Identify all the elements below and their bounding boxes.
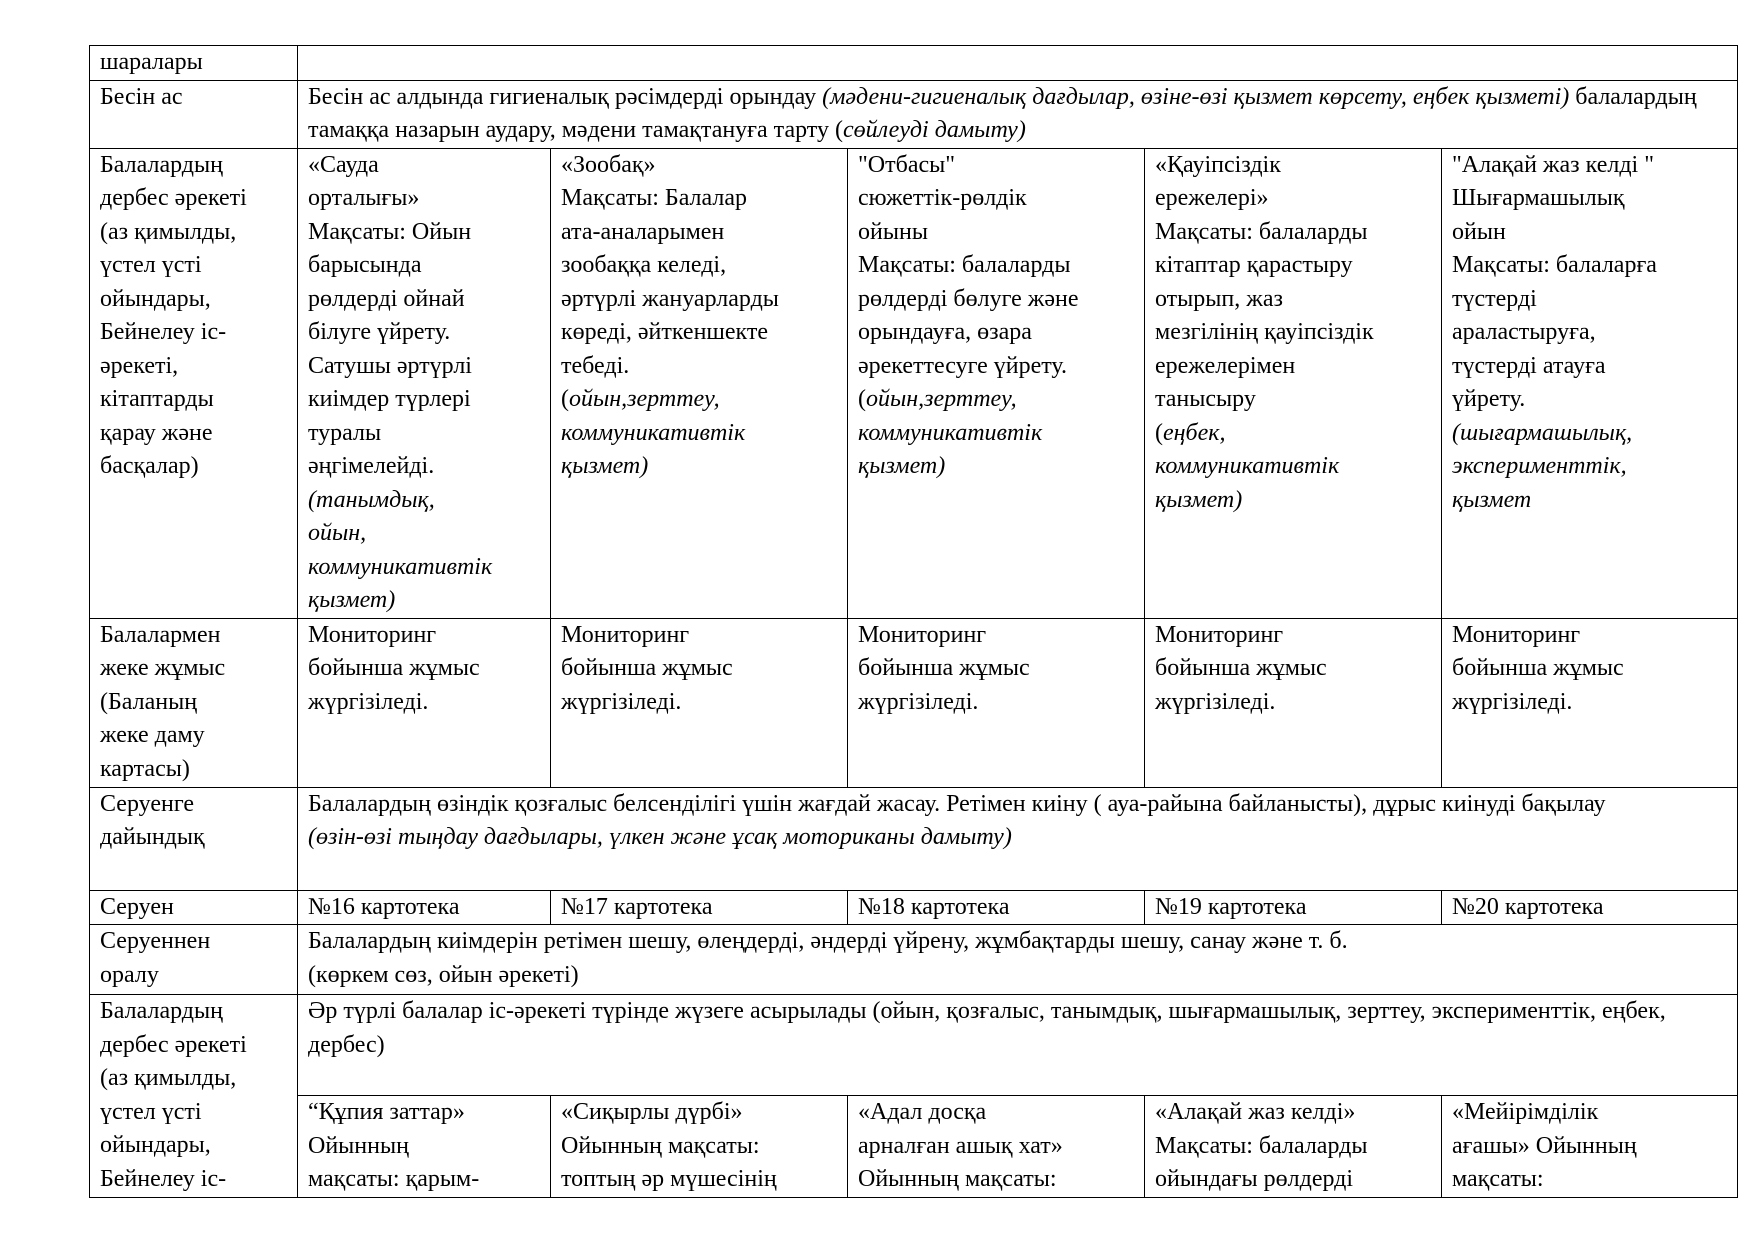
card-file-cell: №16 картотека [298,890,551,925]
row-label: Балалармен жеке жұмыс (Баланың жеке даму картасы) [90,618,298,787]
card-file-cell: №20 картотека [1442,890,1738,925]
empty-cell [298,46,1738,81]
game-cell: «Мейірімділік ағашы» Ойынның мақсаты: [1442,1096,1738,1198]
table-row [90,80,1738,148]
cell-italic-text: (өзін-өзі тыңдау дағдылары, үлкен және ұсақ моториканы дамыту) [308,824,1012,850]
walk-return-cell: Балалардың киімдерін ретімен шешу, өлеңдерді, әндерді үйрену, жұмбақтарды шешу, санау және т. б. (көркем сөз, ойын әрекеті) [298,925,1738,995]
table-row [90,46,1738,81]
cell-italic-text: ойын,зерттеу, коммуникативтік қызмет) [561,386,746,479]
cell-italic-text: (танымдық, ойын, коммуникативтік қызмет) [308,486,493,613]
table-row [90,787,1738,890]
table-row [90,618,1738,787]
row-label: Серуеннен оралу [90,925,298,995]
schedule-document [89,45,1737,1198]
monitoring-cell: Мониторинг бойынша жұмыс жүргізіледі. [848,618,1145,787]
cell-italic-text: ойын,зерттеу, коммуникативтік қызмет) [858,386,1043,479]
cell-italic-text: (мәдени-гигиеналық дағдылар, өзіне-өзі қызмет көрсету, еңбек қызметі) [822,83,1570,110]
table-row [90,148,1738,618]
walk-preparation-cell [298,787,1738,890]
card-file-cell: №17 картотека [551,890,848,925]
activity-cell-3 [848,148,1145,618]
row-label: Балалардың дербес әрекеті (аз қимылды, үстел үсті ойындары, Бейнелеу іс- [90,995,298,1198]
cell-italic-text: еңбек, коммуникативтік қызмет) [1155,419,1340,513]
schedule-table [89,45,1738,1198]
card-file-cell: №18 картотека [848,890,1145,925]
cell-text: "Алақай жаз келді " Шығармашылық ойын Мақсаты: балаларға түстерді араластыруға, түстерді атауға үйрету. [1452,151,1657,412]
card-file-cell: №19 картотека [1145,890,1442,925]
row-label: Серуенге дайындық [90,787,298,890]
table-row [90,995,1738,1096]
cell-text: «Сауда орталығы» Мақсаты: Ойын барысында рөлдерді ойнай білуге үйрету. Сатушы әртүрлі киімдер түрлері туралы әңгімелейді. [308,151,472,479]
cell-text: балалардың тамаққа назарын аудару, мәдени тамақтануға тарту ( [308,83,1697,143]
monitoring-cell: Мониторинг бойынша жұмыс жүргізіледі. [1145,618,1442,787]
cell-italic-text: (шығармашылық, эксперименттік, қызмет [1452,419,1633,513]
row-label: Бесін ас [90,80,298,148]
independent-activity-cell: Әр түрлі балалар іс-әрекеті түрінде жүзеге асырылады (ойын, қозғалыс, танымдық, шығармашылық, зерттеу, эксперименттік, еңбек, дербес) [298,995,1738,1096]
row-label: шаралары [90,46,298,81]
table-row [90,890,1738,925]
game-cell: «Сиқырлы дүрбі» Ойынның мақсаты: топтың әр мүшесінің [551,1096,848,1198]
game-cell: “Құпия заттар» Ойынның мақсаты: қарым- [298,1096,551,1198]
afternoon-snack-cell [298,80,1738,148]
cell-text: «Қауіпсіздік ережелері» Мақсаты: балаларды кітаптар қарастыру отырып, жаз мезгілінің қауіпсіздік ережелерімен танысыру ( [1155,151,1374,446]
row-label: Балалардың дербес әрекеті (аз қимылды, үстел үсті ойындары, Бейнелеу іс- әрекеті, кітаптарды қарау және басқалар) [90,148,298,618]
row-label: Серуен [90,890,298,925]
cell-text: Балалардың өзіндік қозғалыс белсенділігі үшін жағдай жасау. Ретімен киіну ( ауа-райына байланысты), дұрыс киінуді бақылау [308,790,1606,817]
monitoring-cell: Мониторинг бойынша жұмыс жүргізіледі. [1442,618,1738,787]
cell-italic-text: сөйлеуді дамыту) [842,117,1026,143]
activity-cell-5 [1442,148,1738,618]
game-cell: «Адал досқа арналған ашық хат» Ойынның мақсаты: [848,1096,1145,1198]
game-cell: «Алақай жаз келді» Мақсаты: балаларды ойындағы рөлдерді [1145,1096,1442,1198]
activity-cell-4 [1145,148,1442,618]
activity-cell-2 [551,148,848,618]
cell-text: "Отбасы" сюжеттік-рөлдік ойыны Мақсаты: балаларды рөлдерді бөлуге және орындауға, өзара әрекеттесуге үйрету. ( [858,151,1079,412]
table-row [90,925,1738,995]
monitoring-cell: Мониторинг бойынша жұмыс жүргізіледі. [298,618,551,787]
cell-text: Бесін ас алдында гигиеналық рәсімдерді орындау [308,83,823,110]
monitoring-cell: Мониторинг бойынша жұмыс жүргізіледі. [551,618,848,787]
activity-cell-1 [298,148,551,618]
cell-text: «Зообақ» Мақсаты: Балалар ата-аналарымен зообаққа келеді, әртүрлі жануарларды көреді, әйткеншекте тебеді. ( [561,151,779,412]
table-row [90,1096,1738,1198]
